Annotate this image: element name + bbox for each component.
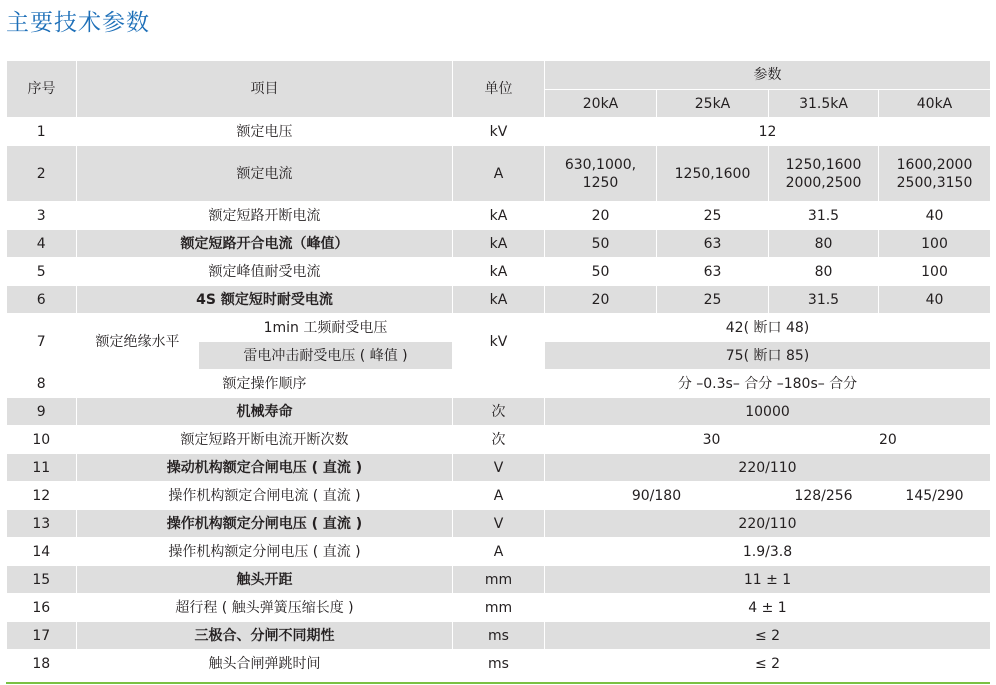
row-value: 分 –0.3s– 合分 –180s– 合分 xyxy=(545,370,991,398)
row-seq: 16 xyxy=(7,594,77,622)
row-unit: mm xyxy=(453,566,545,594)
table-row xyxy=(7,258,991,286)
row-seq: 6 xyxy=(7,286,77,314)
row-item: 额定短路开断电流 xyxy=(77,202,453,230)
row-item: 额定峰值耐受电流 xyxy=(77,258,453,286)
row-unit: A xyxy=(453,538,545,566)
row-value: ≤ 2 xyxy=(545,650,991,678)
table-row xyxy=(7,538,991,566)
header-unit: 单位 xyxy=(453,61,545,118)
row-seq: 7 xyxy=(7,314,77,370)
row-seq: 3 xyxy=(7,202,77,230)
table-row xyxy=(7,566,991,594)
row-value: 12 xyxy=(545,118,991,146)
row-item: 额定绝缘水平 xyxy=(77,314,199,370)
row-item: 额定电流 xyxy=(77,146,453,202)
row-value-40ka: 1600,2000 2500,3150 xyxy=(879,146,991,202)
table-row xyxy=(7,202,991,230)
header-col-25ka: 25kA xyxy=(657,90,769,118)
row-unit: kV xyxy=(453,118,545,146)
row-value-31-5ka: 80 xyxy=(769,230,879,258)
table-row xyxy=(7,594,991,622)
row-unit: 次 xyxy=(453,426,545,454)
row-value-40ka: 145/290 xyxy=(879,482,991,510)
row-value-20ka: 50 xyxy=(545,258,657,286)
row-value-20-31-5ka: 30 xyxy=(545,426,879,454)
row-subitem: 雷电冲击耐受电压 ( 峰值 ) xyxy=(199,342,453,370)
table-row xyxy=(7,510,991,538)
row-value-31-5ka: 31.5 xyxy=(769,202,879,230)
row-unit: A xyxy=(453,482,545,510)
row-value-31-5ka: 80 xyxy=(769,258,879,286)
row-value-20ka: 50 xyxy=(545,230,657,258)
row-value-20ka: 630,1000, 1250 xyxy=(545,146,657,202)
table-row xyxy=(7,398,991,426)
row-value-40ka: 40 xyxy=(879,202,991,230)
row-value: 1.9/3.8 xyxy=(545,538,991,566)
table-row xyxy=(7,622,991,650)
header-col-40ka: 40kA xyxy=(879,90,991,118)
header-col-20ka: 20kA xyxy=(545,90,657,118)
row-item: 额定短路开断电流开断次数 xyxy=(77,426,453,454)
row-unit: 次 xyxy=(453,398,545,426)
row-seq: 11 xyxy=(7,454,77,482)
row-value-25ka: 63 xyxy=(657,230,769,258)
row-value-40ka: 100 xyxy=(879,258,991,286)
row-value-40ka: 20 xyxy=(879,426,991,454)
row-value-20-25ka: 90/180 xyxy=(545,482,769,510)
table-row xyxy=(7,118,991,146)
row-item: 触头开距 xyxy=(77,566,453,594)
row-item: 机械寿命 xyxy=(77,398,453,426)
row-seq: 17 xyxy=(7,622,77,650)
row-value-20ka: 20 xyxy=(545,286,657,314)
row-item: 操动机构额定合闸电压 ( 直流 ) xyxy=(77,454,453,482)
row-unit: mm xyxy=(453,594,545,622)
row-seq: 15 xyxy=(7,566,77,594)
row-seq: 1 xyxy=(7,118,77,146)
row-value-20ka: 20 xyxy=(545,202,657,230)
row-value: 220/110 xyxy=(545,510,991,538)
page-title: 主要技术参数 xyxy=(6,10,150,36)
row-unit: A xyxy=(453,146,545,202)
row-value-25ka: 63 xyxy=(657,258,769,286)
table-row xyxy=(7,286,991,314)
row-value-31-5ka: 128/256 xyxy=(769,482,879,510)
header-col-31-5ka: 31.5kA xyxy=(769,90,879,118)
row-unit xyxy=(453,370,545,398)
row-value: ≤ 2 xyxy=(545,622,991,650)
row-unit: kA xyxy=(453,202,545,230)
row-item: 额定电压 xyxy=(77,118,453,146)
row-unit: kA xyxy=(453,230,545,258)
row-item: 操作机构额定分闸电压 ( 直流 ) xyxy=(77,510,453,538)
header-item: 项目 xyxy=(77,61,453,118)
row-seq: 2 xyxy=(7,146,77,202)
row-value: 75( 断口 85) xyxy=(545,342,991,370)
row-seq: 4 xyxy=(7,230,77,258)
row-seq: 9 xyxy=(7,398,77,426)
row-item: 操作机构额定合闸电流 ( 直流 ) xyxy=(77,482,453,510)
spec-table xyxy=(6,60,991,678)
bottom-rule xyxy=(6,682,990,684)
row-unit: ms xyxy=(453,650,545,678)
table-row xyxy=(7,230,991,258)
row-item: 4S 额定短时耐受电流 xyxy=(77,286,453,314)
table-row xyxy=(7,370,991,398)
table-row xyxy=(7,146,991,202)
row-item: 触头合闸弹跳时间 xyxy=(77,650,453,678)
row-value: 42( 断口 48) xyxy=(545,314,991,342)
row-unit: kV xyxy=(453,314,545,370)
row-unit: V xyxy=(453,510,545,538)
row-value-31-5ka: 1250,1600 2000,2500 xyxy=(769,146,879,202)
row-value-31-5ka: 31.5 xyxy=(769,286,879,314)
table-row xyxy=(7,454,991,482)
row-subitem: 1min 工频耐受电压 xyxy=(199,314,453,342)
row-item: 三极合、分闸不同期性 xyxy=(77,622,453,650)
table-row xyxy=(7,426,991,454)
row-seq: 10 xyxy=(7,426,77,454)
row-item: 额定短路开合电流（峰值） xyxy=(77,230,453,258)
row-unit: kA xyxy=(453,286,545,314)
row-item: 超行程 ( 触头弹簧压缩长度 ) xyxy=(77,594,453,622)
row-unit: kA xyxy=(453,258,545,286)
row-value-25ka: 25 xyxy=(657,202,769,230)
row-value-40ka: 40 xyxy=(879,286,991,314)
row-seq: 5 xyxy=(7,258,77,286)
row-seq: 14 xyxy=(7,538,77,566)
row-value: 220/110 xyxy=(545,454,991,482)
row-item: 操作机构额定分闸电压 ( 直流 ) xyxy=(77,538,453,566)
row-seq: 18 xyxy=(7,650,77,678)
row-unit: V xyxy=(453,454,545,482)
row-value-25ka: 1250,1600 xyxy=(657,146,769,202)
table-row xyxy=(7,650,991,678)
row-value: 11 ± 1 xyxy=(545,566,991,594)
row-unit: ms xyxy=(453,622,545,650)
row-item: 额定操作顺序 xyxy=(77,370,453,398)
row-value: 4 ± 1 xyxy=(545,594,991,622)
table-row xyxy=(7,482,991,510)
row-value-40ka: 100 xyxy=(879,230,991,258)
row-seq: 12 xyxy=(7,482,77,510)
row-value-25ka: 25 xyxy=(657,286,769,314)
row-seq: 8 xyxy=(7,370,77,398)
header-seq: 序号 xyxy=(7,61,77,118)
table-row xyxy=(7,314,991,342)
header-params: 参数 xyxy=(545,61,991,90)
row-seq: 13 xyxy=(7,510,77,538)
row-value: 10000 xyxy=(545,398,991,426)
